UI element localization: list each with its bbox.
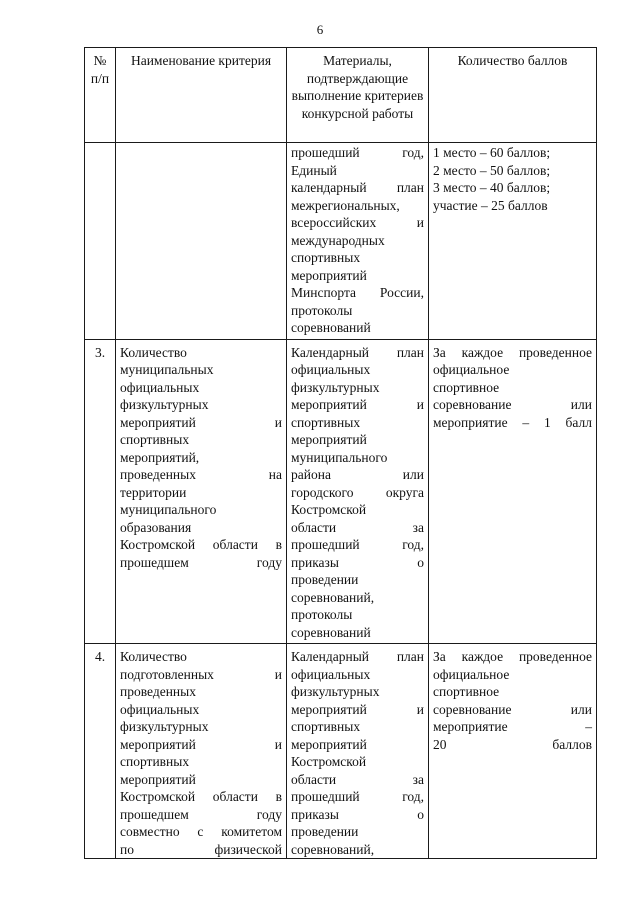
- cell-line: физкультурных: [291, 684, 380, 699]
- criterion-cell: [116, 339, 287, 644]
- cell-line: официальных: [291, 666, 371, 682]
- points-cell: [429, 644, 597, 859]
- cell-line: подготовленных и: [120, 666, 282, 682]
- cell-line: межрегиональных,: [291, 197, 400, 213]
- cell-line: городского округа: [291, 484, 424, 500]
- cell-line: муниципальных: [120, 362, 214, 377]
- cell-line: За каждое проведенное: [433, 649, 592, 664]
- cell-line: международных: [291, 232, 385, 248]
- points-cell: [429, 339, 597, 644]
- table-row: [85, 143, 597, 340]
- cell-line: соревнований: [291, 320, 371, 335]
- cell-line: мероприятий: [291, 267, 367, 283]
- cell-line: протоколы: [291, 302, 353, 318]
- criterion-cell: [116, 644, 287, 859]
- cell-line: 1 место – 60 баллов;: [433, 145, 551, 160]
- cell-line: 20 баллов: [433, 736, 592, 752]
- cell-line: Костромской области в: [120, 789, 282, 804]
- header-number: № п/п: [85, 48, 116, 143]
- cell-line: прошедший год,: [291, 145, 424, 160]
- cell-line: соревнование или: [433, 397, 592, 412]
- cell-line: Единый: [291, 162, 337, 178]
- cell-line: 3 место – 40 баллов;: [433, 180, 551, 195]
- cell-line: мероприятий,: [120, 449, 200, 465]
- cell-line: спортивных: [291, 414, 361, 430]
- cell-line: соревнований,: [291, 841, 375, 857]
- header-materials: Материалы, подтверждающие выполнение критериев конкурсной работы: [287, 48, 429, 143]
- row-number: [85, 143, 116, 340]
- cell-line: области за: [291, 519, 424, 535]
- cell-line: приказы о: [291, 806, 424, 822]
- cell-line: протоколы: [291, 607, 353, 622]
- cell-line: муниципального: [120, 502, 217, 517]
- cell-line: области за: [291, 771, 424, 787]
- materials-cell: [287, 143, 429, 340]
- cell-line: проведенных на: [120, 467, 282, 482]
- cell-line: спортивное: [433, 379, 500, 395]
- cell-line: календарный план: [291, 180, 424, 195]
- header-points: Количество баллов: [429, 48, 597, 143]
- cell-line: мероприятий: [291, 736, 367, 752]
- cell-line: приказы о: [291, 554, 424, 570]
- criterion-cell: [116, 143, 287, 340]
- cell-line: Календарный план: [291, 649, 424, 664]
- table-header-row: [85, 48, 597, 143]
- cell-line: официальных: [120, 701, 200, 717]
- cell-line: совместно с комитетом: [120, 824, 282, 839]
- cell-line: Костромской: [291, 502, 367, 517]
- cell-line: Костромской: [291, 754, 367, 769]
- cell-line: прошедшем году: [120, 806, 282, 822]
- cell-line: соревнование или: [433, 701, 592, 717]
- cell-line: образования: [120, 519, 192, 535]
- cell-line: мероприятие –: [433, 719, 592, 734]
- cell-line: мероприятие – 1 балл: [433, 414, 592, 430]
- cell-line: мероприятий: [291, 432, 367, 447]
- cell-line: мероприятий: [120, 771, 196, 787]
- cell-line: Количество: [120, 344, 187, 360]
- cell-line: физкультурных: [120, 397, 209, 412]
- cell-line: спортивных: [120, 754, 190, 769]
- cell-line: мероприятий и: [291, 397, 424, 412]
- table-row: [85, 644, 597, 859]
- cell-line: проведении: [291, 824, 359, 839]
- cell-line: физкультурных: [120, 719, 209, 734]
- cell-line: участие – 25 баллов: [433, 197, 548, 213]
- cell-line: всероссийских и: [291, 215, 424, 230]
- cell-line: Минспорта России,: [291, 285, 424, 300]
- cell-line: официальное: [433, 362, 510, 377]
- cell-line: 2 место – 50 баллов;: [433, 162, 551, 178]
- materials-cell: [287, 644, 429, 859]
- cell-line: Костромской области в: [120, 537, 282, 552]
- cell-line: мероприятий и: [291, 701, 424, 717]
- cell-line: официальное: [433, 666, 510, 682]
- cell-line: по физической: [120, 841, 282, 857]
- cell-line: спортивных: [291, 250, 361, 265]
- cell-line: спортивных: [120, 432, 190, 447]
- cell-line: мероприятий и: [120, 414, 282, 430]
- cell-line: официальных: [120, 379, 200, 395]
- cell-line: проведенных: [120, 684, 196, 699]
- page-number: 6: [316, 22, 324, 37]
- row-number: 3.: [85, 339, 116, 644]
- cell-line: муниципального: [291, 449, 388, 465]
- cell-line: территории: [120, 484, 187, 500]
- cell-line: проведении: [291, 572, 359, 587]
- materials-cell: [287, 339, 429, 644]
- cell-line: соревнований,: [291, 589, 375, 605]
- cell-line: прошедший год,: [291, 537, 424, 552]
- cell-line: официальных: [291, 362, 371, 377]
- cell-line: мероприятий и: [120, 736, 282, 752]
- criteria-table: [84, 47, 597, 859]
- cell-line: спортивное: [433, 684, 500, 699]
- cell-line: За каждое проведенное: [433, 344, 592, 360]
- cell-line: физкультурных: [291, 379, 380, 395]
- table-row: [85, 339, 597, 644]
- cell-line: Количество: [120, 649, 187, 664]
- header-criterion: Наименование критерия: [116, 48, 287, 143]
- cell-line: соревнований: [291, 624, 371, 640]
- cell-line: спортивных: [291, 719, 361, 734]
- row-number: 4.: [85, 644, 116, 859]
- cell-line: прошедшем году: [120, 554, 282, 570]
- cell-line: района или: [291, 467, 424, 482]
- cell-line: Календарный план: [291, 344, 424, 360]
- cell-line: прошедший год,: [291, 789, 424, 804]
- points-cell: [429, 143, 597, 340]
